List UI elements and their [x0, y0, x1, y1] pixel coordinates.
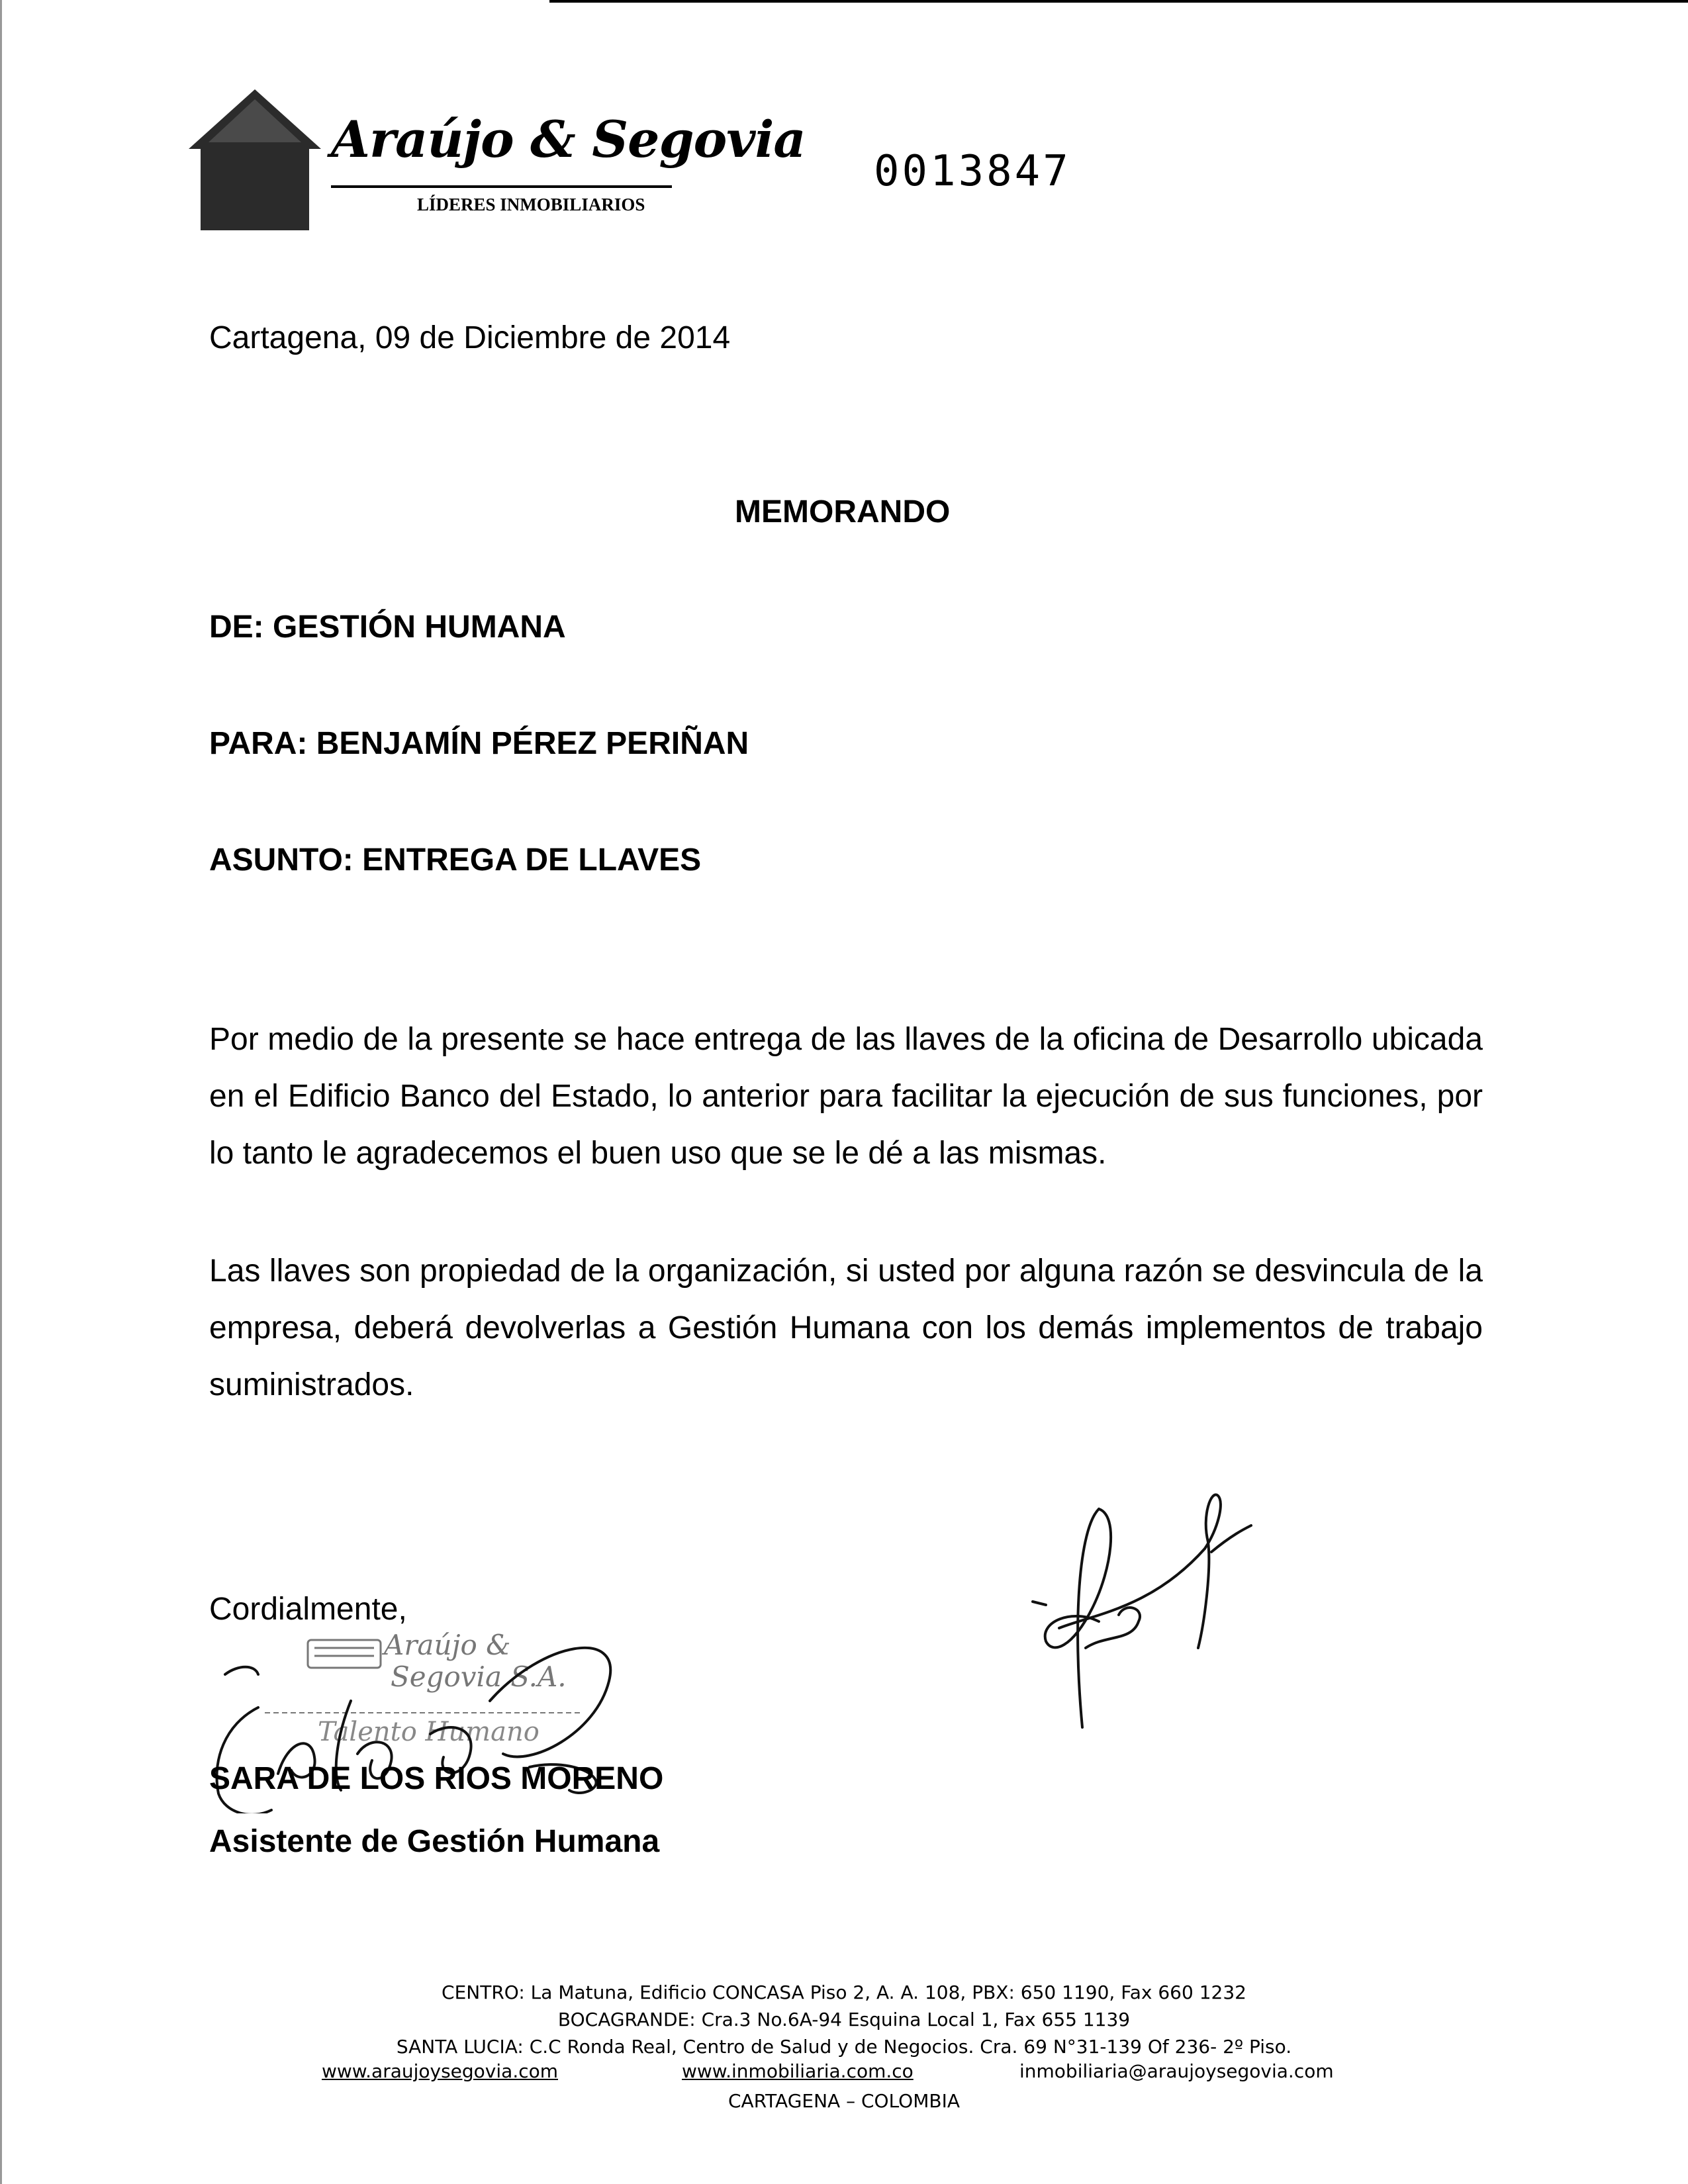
company-logo	[189, 86, 806, 238]
closing: Cordialmente,	[209, 1592, 407, 1627]
top-border-line	[549, 0, 1688, 3]
brand-tagline: LÍDERES INMOBILIARIOS	[417, 195, 645, 214]
left-scan-edge	[0, 0, 2, 2184]
to-header: PARA: BENJAMÍN PÉREZ PERIÑAN	[209, 726, 749, 761]
footer-website-2[interactable]: www.inmobiliaria.com.co	[682, 2060, 914, 2082]
footer-address-centro: CENTRO: La Matuna, Edificio CONCASA Piso 2, A. A. 108, PBX: 650 1190, Fax 660 1232	[442, 1981, 1246, 2003]
memo-title: MEMORANDO	[735, 494, 951, 529]
footer-email[interactable]: inmobiliaria@araujoysegovia.com	[1019, 2060, 1334, 2082]
date-line: Cartagena, 09 de Diciembre de 2014	[209, 320, 731, 355]
stamp-line-3: Talento Humano	[318, 1717, 539, 1747]
footer-address-bocagrande: BOCAGRANDE: Cra.3 No.6A-94 Esquina Local 1, Fax 655 1139	[557, 2009, 1131, 2030]
body-paragraph-1: Por medio de la presente se hace entrega de las llaves de la oficina de Desarrollo ubicada en el Edificio Banco del Estado, lo anterior para facilitar la ejecución de sus funciones, por lo tanto le agradecemos el buen uso que se le dé a las mismas.	[209, 1022, 1483, 1171]
from-header: DE: GESTIÓN HUMANA	[209, 610, 566, 645]
footer-address-santa-lucia: SANTA LUCIA: C.C Ronda Real, Centro de Salud y de Negocios. Cra. 69 N°31-139 Of 236- 2º Piso.	[396, 2036, 1292, 2058]
document-number: 0013847	[874, 147, 1071, 196]
footer-city: CARTAGENA – COLOMBIA	[727, 2090, 960, 2112]
brand-underline	[331, 185, 672, 188]
brand-name: Araújo & Segovia	[331, 110, 806, 169]
stamp-line-2: Segovia S.A.	[391, 1661, 567, 1693]
subject-header: ASUNTO: ENTREGA DE LLAVES	[209, 842, 702, 878]
body-paragraph-2: Las llaves son propiedad de la organización, si usted por alguna razón se desvincula de la empresa, deberá devolverlas a Gestión Humana con los demás implementos de trabajo suministrados.	[209, 1253, 1483, 1402]
footer-website-1[interactable]: www.araujoysegovia.com	[322, 2060, 559, 2082]
signer-role: Asistente de Gestión Humana	[209, 1824, 660, 1859]
house-logo-icon	[189, 86, 321, 232]
stamp-line-1: Araújo &	[384, 1629, 511, 1661]
signer-name: SARA DE LOS RIOS MORENO	[209, 1761, 664, 1796]
recipient-signature	[1019, 1489, 1258, 1741]
